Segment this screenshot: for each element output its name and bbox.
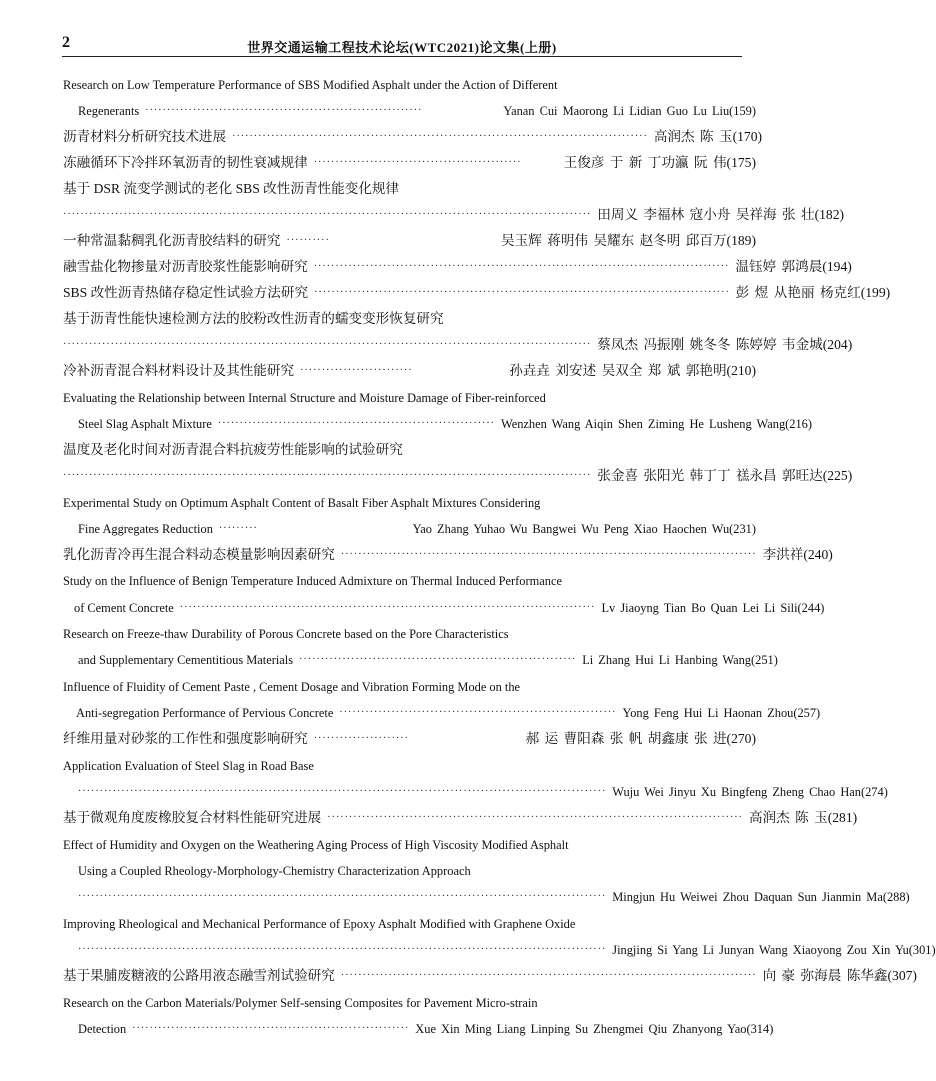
toc-entry: Anti-segregation Performance of Pervious Concrete ································································ Yong Feng Hui Li Haonan Zhou(257) (76, 702, 756, 724)
leader-dots: ································································································ (179, 602, 596, 613)
author-page: Yanan Cui Maorong Li Lidian Guo Lu Liu(159) (503, 104, 756, 118)
toc-entry (63, 465, 853, 487)
toc-entry: Steel Slag Asphalt Mixture ································································ Wenzhen Wang Aiqin Shen Ziming He Lusheng Wang(216) (78, 413, 756, 435)
author-page: 李洪祥(240) (762, 547, 833, 562)
toc-entry: 基于果脯废糖液的公路用液态融雪剂试验研究 ································································································ 向 豪 弥海晨 陈华鑫(307) (63, 965, 756, 987)
leader-dots: ································································································ (340, 970, 757, 981)
toc-entry: Fine Aggregates Reduction ········· Yao Zhang Yuhao Wu Bangwei Wu Peng Xiao Haochen Wu(231) (78, 518, 756, 540)
toc-entry: 一种常温黏稠乳化沥青胶结料的研究 ·········· 吴玉辉 蒋明伟 吴耀东 赵冬明 邱百万(189) (63, 230, 756, 252)
toc-entry: and Supplementary Cementitious Materials ································································ Li Zhang Hui Li Hanbing Wang(251) (78, 649, 756, 671)
toc-entry: 冻融循环下冷拌环氧沥青的韧性衰减规律 ················································ 王俊彦 于 新 丁功瀛 阮 伟(175) (63, 152, 756, 174)
toc-title-line: Influence of Fluidity of Cement Paste , Cement Dosage and Vibration Forming Mode on the (63, 680, 521, 694)
toc-title-line: Effect of Humidity and Oxygen on the Weathering Aging Process of High Viscosity Modified Asphalt (63, 838, 569, 852)
leader-dots: ································································ (217, 418, 496, 429)
toc-entry: 冷补沥青混合料材料设计及其性能研究 ·························· 孙垚垚 刘安述 吴双全 郑 斌 郭艳明(210) (63, 360, 756, 382)
leader-dots: ·························································································································· (78, 786, 607, 797)
author-page: Mingjun Hu Weiwei Zhou Daquan Sun Jianmin Ma(288) (612, 890, 910, 904)
toc-title-line: Improving Rheological and Mechanical Performance of Epoxy Asphalt Modified with Graphene Oxide (63, 917, 576, 931)
toc-entry: of Cement Concrete ································································································ Lv Jiaoyng Tian Bo Quan Lei Li Sili(244) (74, 597, 756, 619)
toc-title-line: Using a Coupled Rheology-Morphology-Chemistry Characterization Approach (78, 864, 471, 878)
toc-title-line: Research on Low Temperature Performance of SBS Modified Asphalt under the Action of Different (63, 78, 558, 92)
toc-title-line: Research on the Carbon Materials/Polymer Self-sensing Composites for Pavement Micro-strain (63, 996, 538, 1010)
author-page: 田周义 李福林 寇小舟 吴祥海 张 壮(182) (597, 207, 845, 222)
leader-dots: ································································································ (232, 131, 648, 142)
author-page: 高润杰 陈 玉(281) (748, 810, 858, 825)
leader-dots: ·························· (300, 365, 413, 376)
running-header (62, 34, 742, 57)
author-page: 郝 运 曹阳森 张 帆 胡鑫康 张 进(270) (525, 731, 756, 746)
toc-title-line: Study on the Influence of Benign Temperature Induced Admixture on Thermal Induced Performance (63, 574, 562, 588)
author-page: Jingjing Si Yang Li Junyan Wang Xiaoyong Zou Xin Yu(301) (612, 943, 936, 957)
author-page: 温钰婷 郭鸿晨(194) (735, 259, 852, 274)
author-page: 高润杰 陈 玉(170) (653, 129, 763, 144)
leader-dots: ······················ (313, 733, 409, 744)
toc-entry: Detection ································································ Xue Xin Ming Liang Linping Su Zhengmei Qiu Zhanyong Yao(314) (78, 1018, 756, 1040)
leader-dots: ································································································ (314, 287, 730, 298)
leader-dots: ········· (218, 523, 258, 534)
toc-entry (78, 939, 936, 961)
page-number: 2 (62, 34, 70, 51)
toc-title-line: 温度及老化时间对沥青混合料抗疲劳性能影响的试验研究 (63, 442, 403, 457)
leader-dots: ································································ (132, 1023, 410, 1034)
leader-dots: ································································································ (327, 812, 743, 823)
toc-title-line: 基于沥青性能快速检测方法的胶粉改性沥青的蠕变变形恢复研究 (63, 311, 444, 326)
toc-entry: 基于微观角度废橡胶复合材料性能研究进展 ································································································ 高润杰 陈 玉(281) (63, 807, 756, 829)
author-page: 王俊彦 于 新 丁功瀛 阮 伟(175) (563, 155, 756, 170)
leader-dots: ·························································································································· (63, 339, 592, 350)
toc-entry: 沥青材料分析研究技术进展 ································································································ 高润杰 陈 玉(170) (63, 126, 756, 148)
leader-dots: ·························································································································· (63, 470, 592, 481)
toc-title-line: Research on Freeze-thaw Durability of Porous Concrete based on the Pore Characteristics (63, 627, 509, 641)
author-page: 吴玉辉 蒋明伟 吴耀东 赵冬明 邱百万(189) (501, 233, 756, 248)
toc-entry: 乳化沥青冷再生混合料动态模量影响因素研究 ································································································ 李洪祥(240) (63, 544, 756, 566)
leader-dots: ·········· (286, 235, 330, 246)
running-title: 世界交通运输工程技术论坛(WTC2021)论文集(上册) (247, 40, 557, 55)
toc-entry: 纤维用量对砂浆的工作性和强度影响研究 ······················ 郝 运 曹阳森 张 帆 胡鑫康 张 进(270) (63, 728, 756, 750)
author-page: Xue Xin Ming Liang Linping Su Zhengmei Qiu Zhanyong Yao(314) (415, 1022, 774, 1036)
toc-entry (78, 781, 888, 803)
leader-dots: ·························································································································· (78, 891, 607, 902)
author-page: 孙垚垚 刘安述 吴双全 郑 斌 郭艳明(210) (509, 363, 756, 378)
author-page: Li Zhang Hui Li Hanbing Wang(251) (582, 653, 778, 667)
leader-dots: ································································ (299, 654, 577, 665)
leader-dots: ·························································································································· (78, 944, 607, 955)
leader-dots: ································································································ (313, 261, 730, 272)
toc-entry (63, 334, 853, 356)
leader-dots: ································································ (145, 105, 423, 116)
author-page: Wuju Wei Jinyu Xu Bingfeng Zheng Chao Han(274) (612, 785, 888, 799)
author-page: Wenzhen Wang Aiqin Shen Ziming He Lusheng Wang(216) (501, 417, 812, 431)
author-page: 向 豪 弥海晨 陈华鑫(307) (762, 968, 917, 983)
toc-title-line: Experimental Study on Optimum Asphalt Content of Basalt Fiber Asphalt Mixtures Considering (63, 496, 541, 510)
toc-entry (78, 886, 910, 908)
author-page: Yao Zhang Yuhao Wu Bangwei Wu Peng Xiao Haochen Wu(231) (412, 522, 756, 536)
toc-title-line: Application Evaluation of Steel Slag in Road Base (63, 759, 314, 773)
leader-dots: ································································································ (340, 549, 757, 560)
leader-dots: ·························································································································· (63, 209, 592, 220)
toc-entry: SBS 改性沥青热储存稳定性试验方法研究 ································································································ 彭 煜 从艳丽 杨克红(199) (63, 282, 756, 304)
leader-dots: ································································ (339, 707, 617, 718)
author-page: Lv Jiaoyng Tian Bo Quan Lei Li Sili(244) (601, 601, 825, 615)
toc-title-line: Evaluating the Relationship between Internal Structure and Moisture Damage of Fiber-reinforced (63, 391, 546, 405)
toc-entry: 融雪盐化物掺量对沥青胶浆性能影响研究 ································································································ 温钰婷 郭鸿晨(194) (63, 256, 756, 278)
toc-entry: Regenerants ································································ Yanan Cui Maorong Li Lidian Guo Lu Liu(159) (78, 100, 756, 122)
toc-entry (63, 204, 845, 226)
leader-dots: ················································ (313, 157, 522, 168)
author-page: 张金喜 张阳光 韩丁丁 禚永昌 郭旺达(225) (597, 468, 853, 483)
author-page: Yong Feng Hui Li Haonan Zhou(257) (622, 706, 821, 720)
author-page: 蔡凤杰 冯振刚 姚冬冬 陈婷婷 韦金城(204) (597, 337, 853, 352)
toc-title-line: 基于 DSR 流变学测试的老化 SBS 改性沥青性能变化规律 (63, 181, 400, 196)
author-page: 彭 煜 从艳丽 杨克红(199) (735, 285, 891, 300)
